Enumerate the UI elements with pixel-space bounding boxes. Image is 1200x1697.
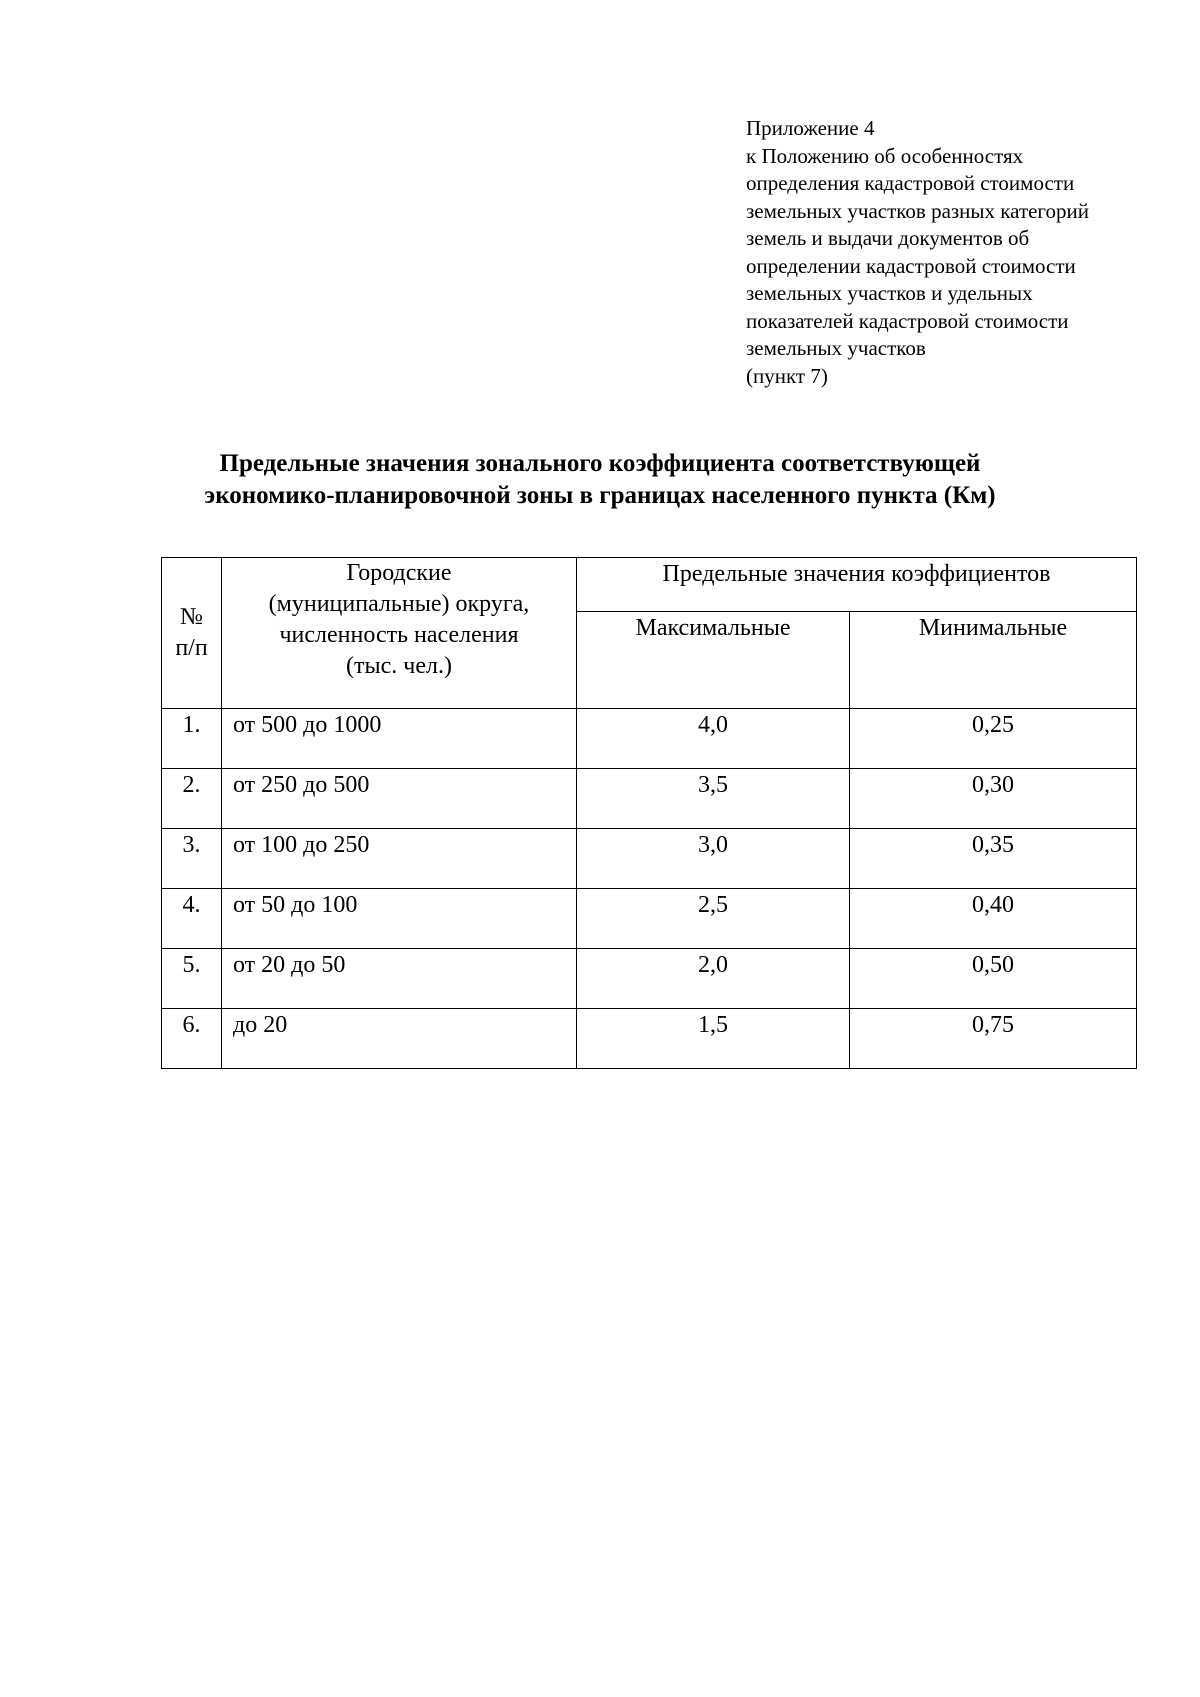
- table-header-row: [162, 558, 1137, 612]
- table-row: [162, 769, 1137, 829]
- title-line-2: экономико-планировочной зоны в границах населенного пункта (Км): [204, 482, 996, 509]
- row-max-value: 4,0: [577, 709, 850, 769]
- table-row: [162, 949, 1137, 1009]
- row-population-range: от 250 до 500: [222, 769, 577, 829]
- row-min-value: 0,50: [850, 949, 1137, 1009]
- header-max: Максимальные: [577, 612, 850, 709]
- header-districts: [222, 558, 577, 709]
- row-max-value: 3,0: [577, 829, 850, 889]
- header-districts-line: численность населения: [279, 622, 519, 648]
- appendix-line: земельных участков и удельных: [746, 281, 1033, 305]
- row-max-value: 2,0: [577, 949, 850, 1009]
- row-population-range: от 100 до 250: [222, 829, 577, 889]
- row-population-range: от 500 до 1000: [222, 709, 577, 769]
- title-line-1: Предельные значения зонального коэффициента соответствующей: [219, 450, 981, 477]
- appendix-line: (пункт 7): [746, 363, 828, 388]
- table-row: [162, 1009, 1137, 1069]
- header-limit-values: Предельные значения коэффициентов: [577, 558, 1137, 612]
- header-min: Минимальные: [850, 612, 1137, 709]
- table-row: [162, 889, 1137, 949]
- document-title: [100, 448, 1100, 512]
- header-districts-line: Городские: [346, 560, 452, 586]
- appendix-line: определении кадастровой стоимости: [746, 253, 1076, 278]
- table-row: [162, 829, 1137, 889]
- row-number: 2.: [162, 769, 222, 829]
- header-number-abbr: п/п: [175, 635, 208, 661]
- row-min-value: 0,75: [850, 1009, 1137, 1069]
- row-population-range: от 50 до 100: [222, 889, 577, 949]
- row-number: 5.: [162, 949, 222, 1009]
- row-number: 1.: [162, 709, 222, 769]
- appendix-line: к Положению об особенностях: [746, 143, 1024, 168]
- appendix-line: земель и выдачи документов об: [746, 226, 1030, 250]
- row-population-range: от 20 до 50: [222, 949, 577, 1009]
- row-max-value: 1,5: [577, 1009, 850, 1069]
- appendix-line: Приложение 4: [746, 116, 875, 140]
- row-number: 4.: [162, 889, 222, 949]
- appendix-block: [746, 115, 1186, 390]
- row-max-value: 3,5: [577, 769, 850, 829]
- header-districts-line: (муниципальные) округа,: [268, 591, 530, 617]
- appendix-line: земельных участков: [746, 336, 926, 360]
- row-number: 6.: [162, 1009, 222, 1069]
- header-districts-line: (тыс. чел.): [346, 653, 452, 679]
- appendix-line: земельных участков разных категорий: [746, 198, 1090, 223]
- header-number-symbol: №: [180, 604, 203, 630]
- row-population-range: до 20: [222, 1009, 577, 1069]
- row-min-value: 0,30: [850, 769, 1137, 829]
- row-min-value: 0,35: [850, 829, 1137, 889]
- table-row: [162, 709, 1137, 769]
- row-number: 3.: [162, 829, 222, 889]
- appendix-line: показателей кадастровой стоимости: [746, 308, 1069, 333]
- appendix-line: определения кадастровой стоимости: [746, 171, 1075, 195]
- row-min-value: 0,40: [850, 889, 1137, 949]
- header-number: [162, 558, 222, 709]
- coefficient-table: [161, 557, 1137, 1069]
- row-min-value: 0,25: [850, 709, 1137, 769]
- row-max-value: 2,5: [577, 889, 850, 949]
